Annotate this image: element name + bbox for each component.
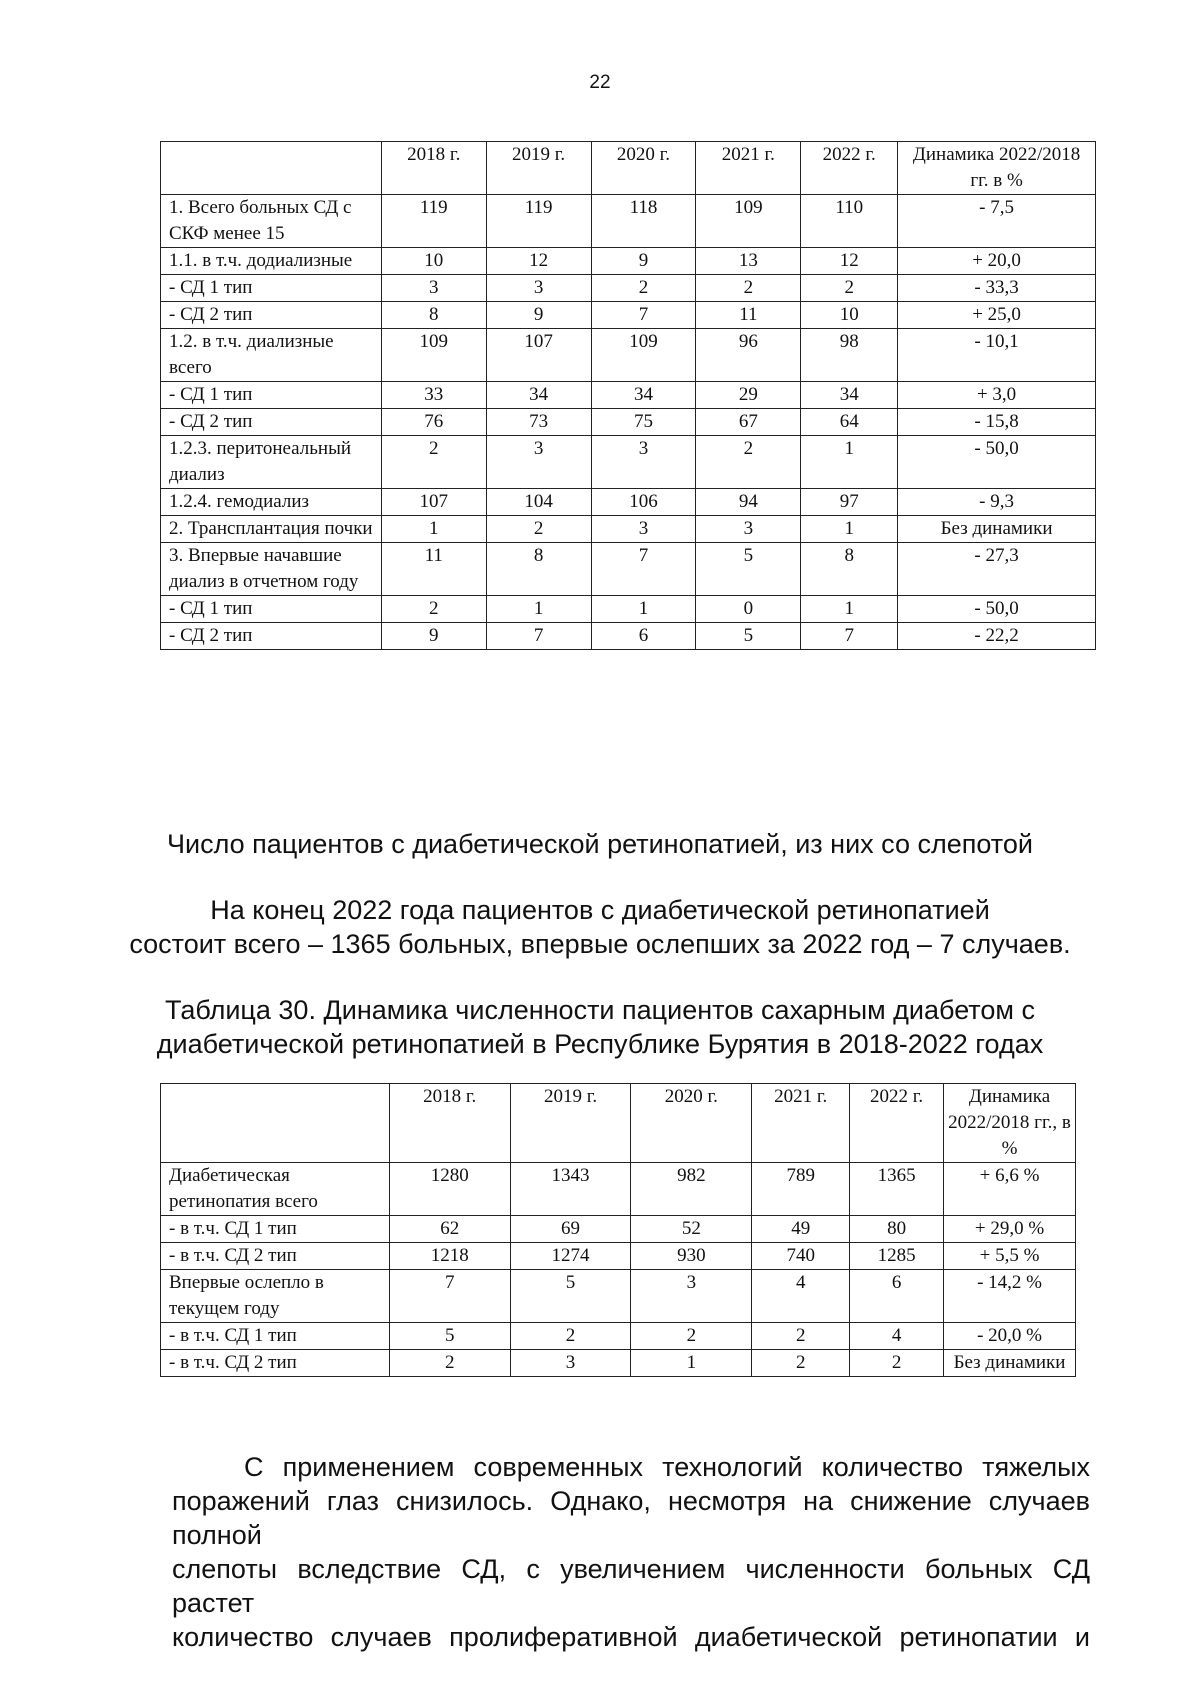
row-label: - в т.ч. СД 1 тип (161, 1216, 390, 1243)
table-cell: - 22,2 (898, 623, 1096, 650)
table-cell: 1280 (389, 1163, 510, 1216)
table-row (161, 1216, 1076, 1243)
table-cell: 2 (850, 1350, 944, 1377)
table-row (161, 248, 1096, 275)
table-cell: 9 (591, 248, 696, 275)
row-label: 1.2.4. гемодиализ (161, 489, 382, 516)
table-cell: 0 (696, 596, 801, 623)
table-cell: - 14,2 % (944, 1270, 1076, 1323)
retinopathy-heading: Число пациентов с диабетической ретинопатией, из них со слепотой (167, 829, 1033, 859)
table-cell: + 29,0 % (944, 1216, 1076, 1243)
table-cell: 4 (752, 1270, 850, 1323)
header-cell (161, 142, 382, 195)
table-cell: 1365 (850, 1163, 944, 1216)
table-cell: + 6,6 % (944, 1163, 1076, 1216)
table-cell: 2 (801, 275, 898, 302)
table30-caption-line: Таблица 30. Динамика численности пациентов сахарным диабетом с (165, 995, 1035, 1025)
table-cell: 11 (381, 543, 486, 596)
table-cell: + 25,0 (898, 302, 1096, 329)
table-cell: 64 (801, 409, 898, 436)
table-row (161, 1323, 1076, 1350)
table-row (161, 1350, 1076, 1377)
table-cell: 106 (591, 489, 696, 516)
table-cell: + 20,0 (898, 248, 1096, 275)
table-cell: 62 (389, 1216, 510, 1243)
table-cell: 13 (696, 248, 801, 275)
header-cell: 2021 г. (752, 1084, 850, 1163)
table-cell: 3 (486, 275, 591, 302)
table-cell: 1274 (510, 1243, 631, 1270)
table-cell: 73 (486, 409, 591, 436)
header-cell: 2018 г. (389, 1084, 510, 1163)
table-cell: + 3,0 (898, 382, 1096, 409)
header-cell: 2018 г. (381, 142, 486, 195)
table-cell: 2 (510, 1323, 631, 1350)
table-cell: 7 (486, 623, 591, 650)
kidney-table (160, 141, 1096, 650)
row-label: 1. Всего больных СД с СКФ менее 15 (161, 195, 382, 248)
table-cell: 3 (510, 1350, 631, 1377)
table-cell: 29 (696, 382, 801, 409)
table-cell: 98 (801, 329, 898, 382)
row-label: - СД 1 тип (161, 382, 382, 409)
table-row (161, 1163, 1076, 1216)
header-cell (161, 1084, 390, 1163)
table-cell: 67 (696, 409, 801, 436)
table-cell: Без динамики (898, 516, 1096, 543)
table-cell: Без динамики (944, 1350, 1076, 1377)
table-cell: 34 (801, 382, 898, 409)
table-cell: 789 (752, 1163, 850, 1216)
table-cell: 9 (486, 302, 591, 329)
page-number: 22 (589, 72, 611, 93)
table-cell: 2 (696, 436, 801, 489)
row-label: 3. Впервые начавшие диализ в отчетном году (161, 543, 382, 596)
table-cell: 12 (801, 248, 898, 275)
table-row (161, 489, 1096, 516)
row-label: Диабетическая ретинопатия всего (161, 1163, 390, 1216)
table-cell: 34 (486, 382, 591, 409)
table-cell: - 20,0 % (944, 1323, 1076, 1350)
table-cell: 5 (510, 1270, 631, 1323)
table-cell: 5 (389, 1323, 510, 1350)
table-cell: 3 (591, 516, 696, 543)
table-cell: 8 (801, 543, 898, 596)
paragraph-line: С применением современных технологий количество тяжелых (244, 1452, 1090, 1482)
table-cell: - 15,8 (898, 409, 1096, 436)
table-cell: 2 (631, 1323, 752, 1350)
table-cell: - 10,1 (898, 329, 1096, 382)
table-cell: 118 (591, 195, 696, 248)
table-cell: 96 (696, 329, 801, 382)
table-row (161, 329, 1096, 382)
header-cell: 2022 г. (801, 142, 898, 195)
table-row (161, 1243, 1076, 1270)
table-row (161, 623, 1096, 650)
row-label: - СД 2 тип (161, 623, 382, 650)
table-row (161, 1270, 1076, 1323)
table-cell: 1 (381, 516, 486, 543)
table-cell: 69 (510, 1216, 631, 1243)
row-label: - СД 1 тип (161, 275, 382, 302)
retinopathy-text-line: На конец 2022 года пациентов с диабетической ретинопатией (210, 895, 990, 925)
paragraph-line: поражений глаз снизилось. Однако, несмотря на снижение случаев полной (172, 1486, 1090, 1550)
table-cell: 3 (696, 516, 801, 543)
table-cell: 3 (591, 436, 696, 489)
table-cell: 11 (696, 302, 801, 329)
table-cell: 7 (591, 543, 696, 596)
table-cell: 94 (696, 489, 801, 516)
row-label: 1.2.3. перитонеальный диализ (161, 436, 382, 489)
table-row (161, 275, 1096, 302)
table-cell: 3 (631, 1270, 752, 1323)
table-cell: 3 (381, 275, 486, 302)
header-cell: 2021 г. (696, 142, 801, 195)
table-cell: 1 (801, 516, 898, 543)
table-cell: 2 (752, 1323, 850, 1350)
table-cell: 1343 (510, 1163, 631, 1216)
table-cell: - 27,3 (898, 543, 1096, 596)
table-row (161, 382, 1096, 409)
table-cell: 6 (591, 623, 696, 650)
table-cell: 2 (591, 275, 696, 302)
table-cell: 4 (850, 1323, 944, 1350)
table-cell: 9 (381, 623, 486, 650)
row-label: 1.2. в т.ч. диализные всего (161, 329, 382, 382)
row-label: - СД 2 тип (161, 302, 382, 329)
table-cell: 2 (486, 516, 591, 543)
table-cell: 109 (696, 195, 801, 248)
retinopathy-text-line: состоит всего – 1365 больных, впервые ослепших за 2022 год – 7 случаев. (129, 929, 1071, 959)
table-row (161, 409, 1096, 436)
header-cell: 2019 г. (510, 1084, 631, 1163)
table-cell: 80 (850, 1216, 944, 1243)
table-cell: 75 (591, 409, 696, 436)
row-label: 1.1. в т.ч. додиализные (161, 248, 382, 275)
header-cell: 2020 г. (591, 142, 696, 195)
table-cell: - 50,0 (898, 436, 1096, 489)
table-cell: 2 (381, 436, 486, 489)
table-row (161, 516, 1096, 543)
table-cell: 2 (696, 275, 801, 302)
table-row (161, 543, 1096, 596)
row-label: - СД 1 тип (161, 596, 382, 623)
table-cell: - 33,3 (898, 275, 1096, 302)
row-label: - в т.ч. СД 1 тип (161, 1323, 390, 1350)
row-label: - в т.ч. СД 2 тип (161, 1350, 390, 1377)
row-label: 2. Трансплантация почки (161, 516, 382, 543)
header-cell: Динамика 2022/2018 гг., в % (944, 1084, 1076, 1163)
table-cell: 3 (486, 436, 591, 489)
table-cell: 52 (631, 1216, 752, 1243)
final-paragraph (172, 1450, 1090, 1654)
table-cell: 109 (591, 329, 696, 382)
row-label: - СД 2 тип (161, 409, 382, 436)
table-header-row (161, 142, 1096, 195)
table-cell: 982 (631, 1163, 752, 1216)
table-cell: - 7,5 (898, 195, 1096, 248)
table-cell: 1 (801, 596, 898, 623)
row-label: Впервые ослепло в текущем году (161, 1270, 390, 1323)
table-cell: 1 (591, 596, 696, 623)
table-cell: 2 (752, 1350, 850, 1377)
table-cell: + 5,5 % (944, 1243, 1076, 1270)
table-cell: 8 (381, 302, 486, 329)
table-cell: 107 (486, 329, 591, 382)
row-label: - в т.ч. СД 2 тип (161, 1243, 390, 1270)
header-cell: 2020 г. (631, 1084, 752, 1163)
table-cell: 740 (752, 1243, 850, 1270)
table-cell: 5 (696, 543, 801, 596)
table-cell: 119 (486, 195, 591, 248)
table-cell: 6 (850, 1270, 944, 1323)
table-row (161, 596, 1096, 623)
table-cell: 109 (381, 329, 486, 382)
table-cell: 1 (631, 1350, 752, 1377)
table-cell: - 9,3 (898, 489, 1096, 516)
table-row (161, 302, 1096, 329)
table-cell: 930 (631, 1243, 752, 1270)
table-cell: 49 (752, 1216, 850, 1243)
table-cell: 12 (486, 248, 591, 275)
table-cell: 97 (801, 489, 898, 516)
table30-caption-line: диабетической ретинопатией в Республике Бурятия в 2018-2022 годах (156, 1029, 1044, 1059)
table-cell: 5 (696, 623, 801, 650)
table-cell: 76 (381, 409, 486, 436)
table-cell: 119 (381, 195, 486, 248)
table-cell: 7 (591, 302, 696, 329)
table-cell: 2 (389, 1350, 510, 1377)
table-row (161, 436, 1096, 489)
table-cell: - 50,0 (898, 596, 1096, 623)
paragraph-line: слепоты вследствие СД, с увеличением численности больных СД растет (172, 1554, 1090, 1618)
table-cell: 107 (381, 489, 486, 516)
table-cell: 7 (389, 1270, 510, 1323)
table-header-row (161, 1084, 1076, 1163)
table-cell: 10 (801, 302, 898, 329)
header-cell: 2019 г. (486, 142, 591, 195)
header-cell: 2022 г. (850, 1084, 944, 1163)
header-cell: Динамика 2022/2018 гг. в % (898, 142, 1096, 195)
table-cell: 1218 (389, 1243, 510, 1270)
table-cell: 1 (486, 596, 591, 623)
table-cell: 34 (591, 382, 696, 409)
table-cell: 104 (486, 489, 591, 516)
paragraph-line: количество случаев пролиферативной диабетической ретинопатии и (172, 1622, 1090, 1652)
retinopathy-table (160, 1083, 1076, 1377)
table-cell: 33 (381, 382, 486, 409)
table-cell: 10 (381, 248, 486, 275)
table-cell: 110 (801, 195, 898, 248)
table-cell: 1 (801, 436, 898, 489)
table-cell: 2 (381, 596, 486, 623)
table-cell: 1285 (850, 1243, 944, 1270)
table-cell: 7 (801, 623, 898, 650)
table-row (161, 195, 1096, 248)
table-cell: 8 (486, 543, 591, 596)
